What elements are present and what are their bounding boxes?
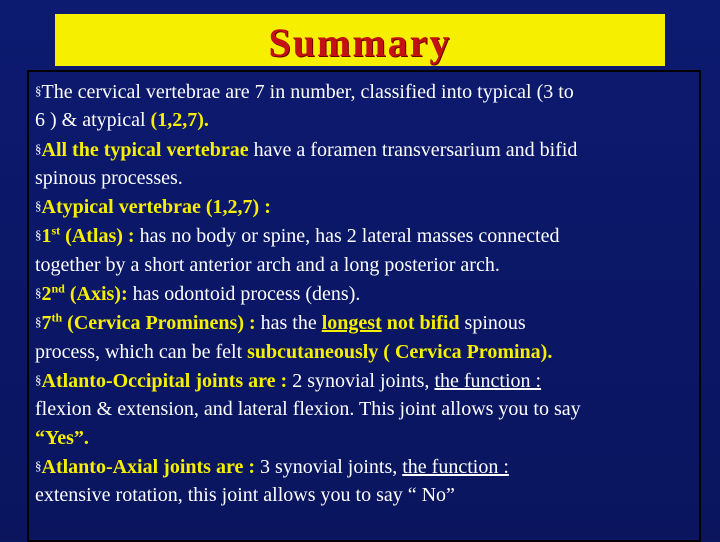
highlight-text: not bifid — [386, 312, 460, 335]
text: together by a short anterior arch and a long posterior arch. — [35, 253, 500, 276]
underlined-text: the function : — [402, 455, 509, 478]
text: spinous processes. — [35, 166, 183, 189]
bullet-point-1 — [35, 77, 701, 135]
highlight-text: (Cervica Prominens) : — [62, 312, 256, 335]
content-box — [27, 70, 701, 542]
text: process, which can be felt — [35, 340, 248, 363]
text: flexion & extension, and lateral flexion. This joint allows you to say — [35, 398, 581, 421]
highlight-text: Atlanto-Axial joints are : — [41, 455, 255, 478]
text: 3 synovial joints, — [255, 455, 403, 478]
bullet-icon: § — [35, 457, 42, 473]
slide-title: Summary — [268, 19, 452, 65]
bullet-icon: § — [35, 198, 42, 214]
bullet-icon: § — [35, 285, 42, 301]
highlight-text: (Axis): — [64, 283, 128, 306]
highlight-text: Atypical vertebrae (1,2,7) : — [41, 196, 271, 219]
text: 2 synovial joints, — [287, 369, 435, 392]
highlight-text: All the typical vertebrae — [41, 138, 249, 161]
bullet-point-5 — [35, 279, 701, 308]
text: 6 ) & atypical — [35, 109, 151, 132]
bullet-point-3 — [35, 192, 701, 221]
superscript: st — [51, 223, 61, 238]
text: spinous — [459, 312, 526, 335]
bullet-point-2 — [35, 135, 701, 193]
bullet-icon: § — [35, 371, 42, 387]
bullet-point-7 — [35, 366, 701, 452]
bullet-icon: § — [35, 314, 42, 330]
text: The cervical vertebrae are 7 in number, classified into typical (3 to — [41, 81, 574, 103]
superscript: th — [51, 310, 63, 325]
text: has the — [255, 312, 322, 335]
highlight-text: (1,2,7). — [150, 109, 209, 132]
highlight-text: 2 — [41, 283, 52, 306]
underlined-text: the function : — [434, 369, 542, 392]
bullet-point-8 — [35, 452, 701, 510]
text: has no body or spine, has 2 lateral masses connected — [134, 225, 560, 248]
highlight-text: 1 — [41, 225, 52, 248]
highlight-text: Atlanto-Occipital joints are : — [41, 369, 288, 392]
bullet-list — [35, 77, 701, 509]
title-bar — [55, 14, 665, 66]
bullet-icon: § — [35, 227, 42, 243]
highlight-text: (Atlas) : — [60, 225, 135, 248]
text: extensive rotation, this joint allows you to say “ No” — [35, 484, 455, 507]
superscript: nd — [51, 281, 65, 296]
bullet-icon: § — [35, 140, 42, 156]
text: have a foramen transversarium and bifid — [248, 138, 578, 161]
highlight-text: “Yes”. — [35, 426, 89, 449]
text: has odontoid process (dens). — [127, 283, 361, 306]
bullet-icon: § — [35, 83, 42, 98]
bullet-point-4 — [35, 221, 701, 279]
highlight-text: subcutaneously ( Cervica Promina). — [247, 340, 553, 363]
highlight-text: 7 — [41, 312, 52, 335]
bullet-point-6 — [35, 308, 701, 366]
underlined-highlight-text: longest — [321, 312, 382, 335]
